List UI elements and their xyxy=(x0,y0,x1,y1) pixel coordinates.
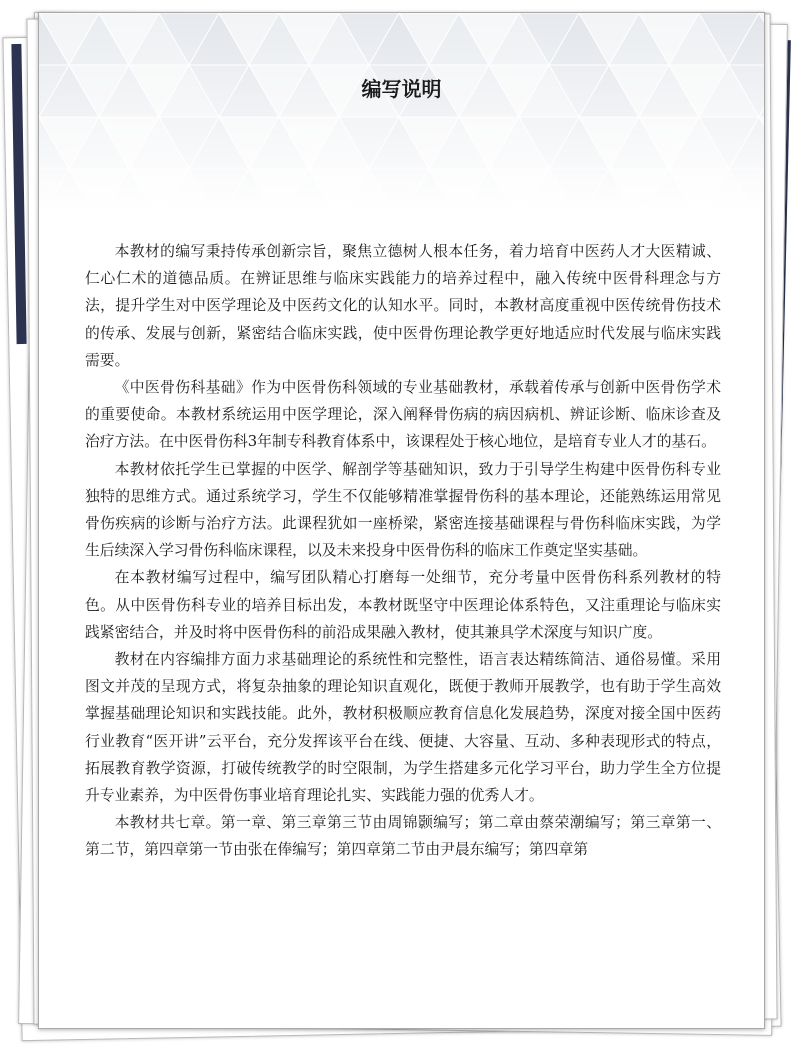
geometric-background-pattern xyxy=(39,13,764,213)
document-page xyxy=(38,12,765,1029)
page-title: 编写说明 xyxy=(361,77,442,101)
paragraph: 在本教材编写过程中，编写团队精心打磨每一处细节，充分考量中医骨伤科系列教材的特色。从中医骨伤科专业的培养目标出发，本教材既坚守中医理论体系特色，又注重理论与临床实践紧密结合，并及时将中医骨伤科的前沿成果融入教材，使其兼具学术深度与知识广度。 xyxy=(85,569,721,641)
paragraph: 《中医骨伤科基础》作为中医骨伤科领域的专业基础教材，承载着传承与创新中医骨伤学术的重要使命。本教材系统运用中医学理论，深入阐释骨伤病的病因病机、辨证诊断、临床诊查及治疗方法。在中医骨伤科3年制专科教育体系中，该课程处于核心地位，是培育专业人才的基石。 xyxy=(85,379,721,451)
paragraph: 本教材依托学生已掌握的中医学、解剖学等基础知识，致力于引导学生构建中医骨伤科专业独特的思维方式。通过系统学习，学生不仅能够精准掌握骨伤科的基本理论，还能熟练运用常见骨伤疾病的诊断与治疗方法。此课程犹如一座桥梁，紧密连接基础课程与骨伤科临床实践，为学生后续深入学习骨伤科临床课程，以及未来投身中医骨伤科的临床工作奠定坚实基础。 xyxy=(85,460,721,560)
paragraph: 本教材共七章。第一章、第三章第三节由周锦颢编写；第二章由蔡荣潮编写；第三章第一、第二节，第四章第一节由张在俸编写；第四章第二节由尹晨东编写；第四章第 xyxy=(85,814,721,859)
body-text xyxy=(85,238,721,864)
paragraph: 教材在内容编排方面力求基础理论的系统性和完整性，语言表达精练简洁、通俗易懂。采用图文并茂的呈现方式，将复杂抽象的理论知识直观化，既便于教师开展教学，也有助于学生高效掌握基础理论知识和实践技能。此外，教材积极顺应教育信息化发展趋势，深度对接全国中医药行业教育“医开讲”云平台，充分发挥该平台在线、便捷、大容量、互动、多种表现形式的特点，拓展教育教学资源，打破传统教学的时空限制，为学生搭建多元化学习平台，助力学生全方位提升专业素养，为中医骨伤事业培育理论扎实、实践能力强的优秀人才。 xyxy=(85,651,721,805)
paragraph: 本教材的编写秉持传承创新宗旨，聚焦立德树人根本任务，着力培育中医药人才大医精诚、仁心仁术的道德品质。在辨证思维与临床实践能力的培养过程中，融入传统中医骨科理念与方法，提升学生对中医学理论及中医药文化的认知水平。同时，本教材高度重视中医传统骨伤技术的传承、发展与创新，紧密结合临床实践，使中医骨伤理论教学更好地适应时代发展与临床实践需要。 xyxy=(85,243,721,369)
